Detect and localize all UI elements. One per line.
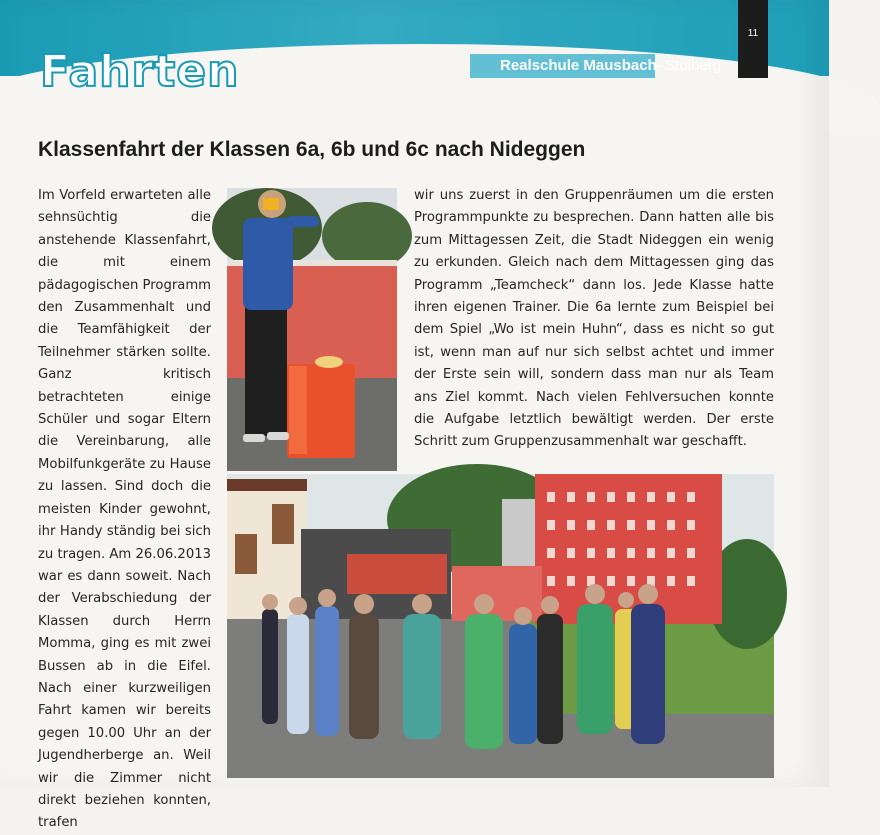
section-title: Fahrten (40, 46, 240, 97)
school-name: Realschule Mausbach (500, 57, 657, 74)
article-column-right (414, 185, 774, 454)
trainer-photo (227, 188, 397, 471)
page-number-tab (738, 0, 768, 78)
column-left-text: Im Vorfeld erwarteten alle sehnsüchtig die anstehende Klassenfahrt, die mit einem pädagogischen Programm den Zusammenhalt und die Teamfähigkeit der Teilnehmer stärken sollte. Ganz kritisch betrachteten einige Schüler und sogar Eltern die Vereinbarung, alle Mobilfunkgeräte zu Hause zu lassen. Sind doch die meisten Kinder gewohnt, ihr Handy ständig bei sich zu tragen. Am 26.06.2013 war es dann soweit. Nach der Verabschiedung der Klassen durch Herrn Momma, ging es mit zwei Bussen ab in die Eifel. Nach einer kurzweiligen Fahrt kamen wir bereits gegen 10.00 Uhr an der Jugendherberge an. Weil wir die Zimmer nicht direkt beziehen konnten, trafen (38, 188, 212, 831)
column-right-text: wir uns zuerst in den Gruppenräumen um die ersten Programmpunkte zu besprechen. Dann hatten alle bis zum Mittagessen Zeit, die Stadt Nideggen ein wenig zu erkunden. Gleich nach dem Mittagessen ging das Programm „Teamcheck“ dann los. Jede Klasse hatte ihren eigenen Trainer. Die 6a lernte zum Beispiel bei dem Spiel „Wo ist mein Huhn“, dass es nicht so gut ist, wenn man auf nur sich selbst achtet und immer der Erste sein will, sondern dass man nur als Team ans Ziel kommt. Nach vielen Fehlversuchen konnte die Aufgabe letztlich bewältigt werden. Der erste Schritt zum Gruppenzusammenhalt war geschafft. (414, 188, 774, 450)
school-city: - Stolberg (656, 57, 722, 74)
article-headline: Klassenfahrt der Klassen 6a, 6b und 6c nach Nideggen (38, 138, 586, 161)
article-column-left (38, 185, 211, 835)
group-photo (227, 474, 774, 778)
page-number: 11 (747, 28, 759, 39)
